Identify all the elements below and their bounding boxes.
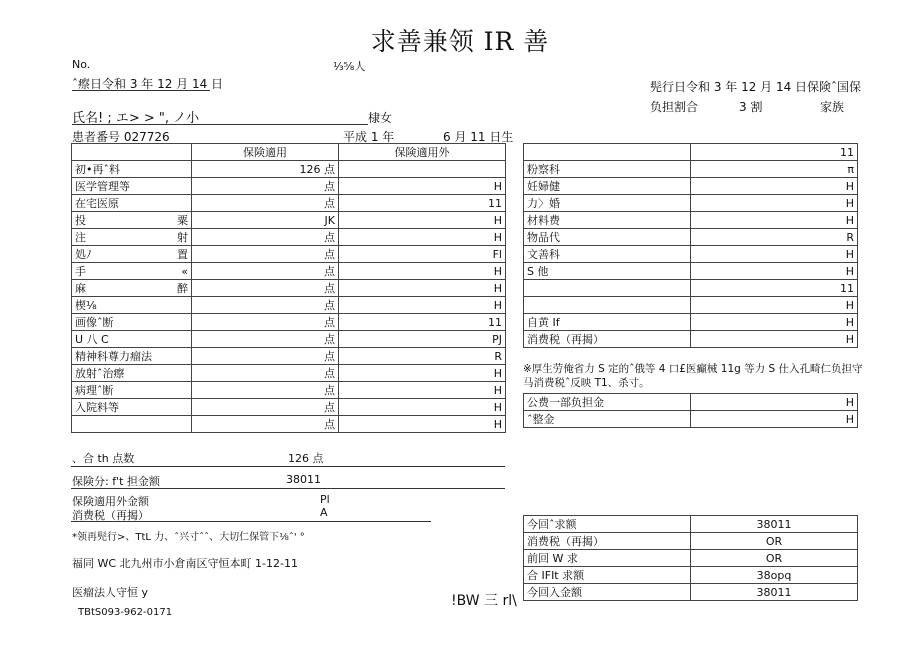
table-row [524,297,858,314]
table-row [524,178,858,195]
other-charges-table [523,143,858,348]
noninsured-amount: R [339,348,506,365]
item-label: 初•再ˆ料 [75,163,120,176]
item-label-cell [72,195,192,212]
item-label: 画像ˆ断 [75,316,114,329]
item-label-cell [72,280,192,297]
table-row [72,331,506,348]
item-label-cell [72,178,192,195]
noninsured-label: 保険適用外金额 [72,495,149,508]
patient-sex: 棣女 [368,111,393,125]
print-date: 髡行日令和 3 年 12 月 14 日保険ˆ国保 [650,80,862,94]
burden-amount-label: 保険分: f't 担金额 [72,475,160,488]
item-label: 麻 [75,282,86,295]
insured-points: 点 [192,178,339,195]
public-burden-table [523,393,858,428]
table-row [524,411,858,428]
patient-name: 氏名! ; エ> > ", ノ小 [72,111,200,126]
table-row [524,314,858,331]
row-value: π [691,161,858,178]
noninsured-amount: H [339,280,506,297]
row-label: 力〉婚 [524,195,691,212]
issue-date: ˆ瘵日令和 3 年 12 月 14 日 [72,77,224,91]
noninsured-amount [339,161,506,178]
row-value: H [691,394,858,411]
item-label-suffix: 醉 [177,282,188,295]
table-row [524,246,858,263]
item-label: 精神科尊力瘤法 [75,350,152,363]
item-label: 入院料等 [75,401,119,414]
patient-number: 患者番号 027726 [72,130,170,144]
table-row [72,263,506,280]
divider [71,521,431,522]
row-value: OR [691,550,858,567]
row-value: H [691,297,858,314]
table-row [524,144,858,161]
noninsured-amount: H [339,399,506,416]
item-label-cell [72,331,192,348]
item-label: 手 [75,265,86,278]
row-value: H [691,411,858,428]
table-row [72,399,506,416]
row-value: H [691,314,858,331]
item-label: U 八 C [75,333,109,346]
table-row [72,195,506,212]
table-row [524,584,858,601]
item-label-cell [72,212,192,229]
row-label: 前回 W 求 [524,550,691,567]
row-value: H [691,331,858,348]
insured-points: 点 [192,348,339,365]
item-label-cell [72,348,192,365]
reissue-note: *领再髡行>、TtL 力、ˆ兴寸ˆˆ、大切仁保管下⅛ˆ' ° [72,532,305,543]
row-value: R [691,229,858,246]
name-underline [72,124,368,125]
row-label [524,144,691,161]
insured-points: 点 [192,314,339,331]
noninsured-amount: H [339,416,506,433]
insured-points: 点 [192,416,339,433]
noninsured-amount: H [339,263,506,280]
insured-points: 点 [192,297,339,314]
item-label-suffix: 置 [177,248,188,261]
table-row [524,567,858,584]
item-label: 注 [75,231,86,244]
insured-points: 点 [192,246,339,263]
row-label: 物品代 [524,229,691,246]
table-row [524,263,858,280]
row-value: H [691,263,858,280]
row-label [524,297,691,314]
row-value: OR [691,533,858,550]
row-label: 自黄 If [524,314,691,331]
row-label: 消费税（再揭） [524,331,691,348]
item-label-suffix: 射 [177,231,188,244]
receipt-no-value: ⅓⅝人 [333,60,366,73]
insured-points: 点 [192,195,339,212]
noninsured-value: Pl [320,493,330,506]
table-header-blank [72,144,192,161]
item-label-suffix: 粟 [177,214,188,227]
noninsured-amount: H [339,178,506,195]
tax-value: A [320,506,328,519]
receipt-no-label: No. [72,58,91,71]
divider [71,466,505,467]
row-label: 材料费 [524,212,691,229]
table-row [524,533,858,550]
table-row [524,394,858,411]
row-value: 38011 [691,584,858,601]
table-row [524,280,858,297]
total-points-label: 、合 th 点数 [72,452,135,465]
row-value: 38opq [691,567,858,584]
table-row [72,297,506,314]
row-label: 今回ˆ求额 [524,516,691,533]
divider [71,488,505,489]
insured-points: 点 [192,399,339,416]
insured-points: 点 [192,280,339,297]
noninsured-amount: H [339,365,506,382]
issue-date-underline [72,90,210,91]
table-row [72,314,506,331]
clinic-name: 医瘤法人守恒 y [72,586,149,599]
noninsured-amount: H [339,297,506,314]
table-row [524,229,858,246]
table-row [72,416,506,433]
tax-note: ※厚生劳俺省力 S 定的ˆ俄等 4 口£医癲械 11g 等力 S 仕入孔畸仁负担守马消费税ˆ反映 T1、杀寸。 [523,363,863,389]
table-row [72,365,506,382]
item-label: 在宅医原 [75,197,119,210]
clinic-address: 福同 WC 北九州市小倉南区守恒本町 1-12-11 [72,557,298,570]
table-row [72,178,506,195]
row-value: 38011 [691,516,858,533]
row-label [524,280,691,297]
document-title: 求善兼领 IR 善 [370,27,550,56]
noninsured-amount: 11 [339,195,506,212]
burden-amount-value: 38011 [286,473,321,486]
item-label-cell [72,246,192,263]
item-label-cell [72,382,192,399]
item-label-cell [72,161,192,178]
tax-label: 消费税（再揭） [72,509,149,522]
table-row [72,161,506,178]
item-label-cell [72,314,192,331]
table-row [524,195,858,212]
noninsured-amount: H [339,382,506,399]
noninsured-amount: PJ [339,331,506,348]
header-insured: 保険適用 [192,144,339,161]
item-label-cell [72,365,192,382]
table-row [72,280,506,297]
row-label: 合 IFIt 求额 [524,567,691,584]
table-row [524,212,858,229]
item-label: 病理ˆ断 [75,384,114,397]
clinic-stamp: !BW 三 rl\ [451,593,517,609]
item-label-cell [72,399,192,416]
noninsured-amount: H [339,229,506,246]
row-label: 公费一部负担金 [524,394,691,411]
item-label-cell [72,297,192,314]
table-row [72,229,506,246]
insured-points: 点 [192,331,339,348]
birth-era: 平成 1 年 [343,130,395,144]
insured-points: 126 点 [192,161,339,178]
table-row [524,161,858,178]
row-value: H [691,178,858,195]
insured-points: 点 [192,382,339,399]
family-label: 家族 [820,100,845,114]
table-row [72,246,506,263]
insured-points: JK [192,212,339,229]
table-row [72,348,506,365]
item-label: 放射ˆ治瘵 [75,367,125,380]
noninsured-amount: 11 [339,314,506,331]
row-label: 今回入金额 [524,584,691,601]
row-value: H [691,246,858,263]
birth-date: 6 月 11 日生 [443,130,514,144]
row-value: H [691,195,858,212]
row-label: ˆ整金 [524,411,691,428]
row-value: 11 [691,280,858,297]
noninsured-amount: Fl [339,246,506,263]
row-label: 妊婦健 [524,178,691,195]
item-label-suffix: « [181,265,188,278]
burden-label: 负担割合 [650,100,699,114]
row-label: 粉察科 [524,161,691,178]
table-row [524,550,858,567]
item-label-cell [72,416,192,433]
row-value: H [691,212,858,229]
insured-points: 点 [192,263,339,280]
item-label-cell [72,263,192,280]
item-label: 楔⅛ [75,299,97,312]
row-value: 11 [691,144,858,161]
billing-summary-table [523,515,858,601]
row-label: S 他 [524,263,691,280]
noninsured-amount: H [339,212,506,229]
insured-points: 点 [192,365,339,382]
table-row [72,212,506,229]
item-label: 投 [75,214,86,227]
insured-points: 点 [192,229,339,246]
item-label-cell [72,229,192,246]
points-table [71,143,506,433]
total-points-value: 126 点 [288,452,324,465]
row-label: 文善科 [524,246,691,263]
table-row [524,331,858,348]
item-label: 医学管理等 [75,180,130,193]
table-row [524,516,858,533]
burden-value: 3 割 [739,100,763,114]
row-label: 消费税（再揭） [524,533,691,550]
table-row [72,382,506,399]
clinic-tel: TBtS093-962-0171 [78,607,173,618]
header-noninsured: 保険適用外 [339,144,506,161]
item-label: 処ﾉ [75,248,92,261]
